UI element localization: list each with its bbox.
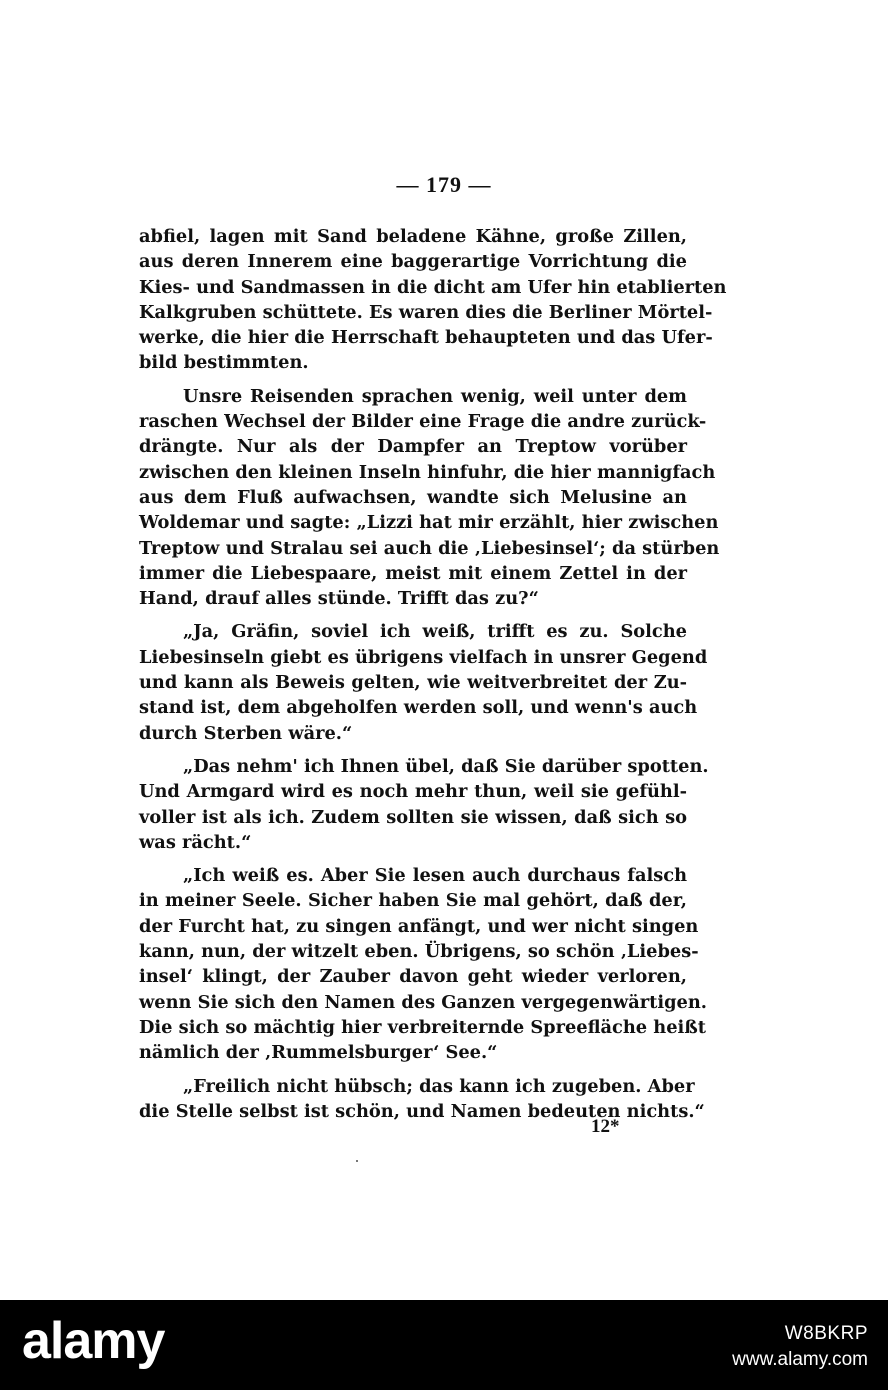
paper-speck bbox=[356, 1160, 358, 1162]
text-line: stand ist, dem abgeholfen werden soll, und wenn's auch bbox=[139, 697, 698, 719]
text-line: der Furcht hat, zu singen anfängt, und wer nicht singen bbox=[139, 915, 699, 937]
text-line: Und Armgard wird es noch mehr thun, weil sie gefühl- bbox=[139, 781, 687, 803]
text-line: Hand, drauf alles stünde. Trifft das zu?“ bbox=[139, 588, 539, 610]
text-line: nämlich der ‚Rummelsburger‘ See.“ bbox=[139, 1042, 498, 1064]
site-url: www.alamy.com bbox=[732, 1349, 868, 1370]
text-line: voller ist als ich. Zudem sollten sie wissen, daß sich so bbox=[139, 806, 687, 828]
printer-signature-mark: 12* bbox=[591, 1116, 620, 1137]
text-line: insel‘ klingt, der Zauber davon geht wieder verloren, bbox=[139, 966, 687, 988]
paragraph bbox=[139, 224, 727, 376]
text-line: aus deren Innerem eine baggerartige Vorrichtung die bbox=[139, 251, 687, 273]
text-line: „Ja, Gräfin, soviel ich weiß, trifft es zu. Solche bbox=[183, 621, 687, 643]
text-line: in meiner Seele. Sicher haben Sie mal gehört, daß der, bbox=[139, 890, 687, 912]
text-line: was rächt.“ bbox=[139, 831, 252, 853]
text-line: Liebesinseln giebt es übrigens vielfach in unsrer Gegend bbox=[139, 646, 708, 668]
paragraph bbox=[139, 619, 708, 745]
text-line: wenn Sie sich den Namen des Ganzen vergegenwärtigen. bbox=[139, 991, 707, 1013]
text-line: Woldemar und sagte: „Lizzi hat mir erzählt, hier zwischen bbox=[139, 512, 719, 534]
text-line: raschen Wechsel der Bilder eine Frage die andre zurück- bbox=[139, 411, 707, 433]
text-line: immer die Liebespaare, meist mit einem Zettel in der bbox=[139, 562, 687, 584]
alamy-logo: alamy bbox=[22, 1312, 165, 1370]
paragraph bbox=[139, 754, 709, 855]
text-line: „Freilich nicht hübsch; das kann ich zugeben. Aber bbox=[183, 1075, 695, 1097]
text-line: werke, die hier die Herrschaft behaupteten und das Ufer- bbox=[139, 327, 713, 349]
text-line: Die sich so mächtig hier verbreiternde Spreefläche heißt bbox=[139, 1016, 707, 1038]
text-line: die Stelle selbst ist schön, und Namen bedeuten nichts.“ bbox=[139, 1100, 705, 1122]
text-line: und kann als Beweis gelten, wie weitverbreitet der Zu- bbox=[139, 672, 687, 694]
text-line: zwischen den kleinen Inseln hinfuhr, die hier mannigfach bbox=[139, 461, 716, 483]
image-id: W8BKRP bbox=[784, 1323, 868, 1344]
text-line: „Das nehm' ich Ihnen übel, daß Sie darüber spotten. bbox=[183, 755, 709, 777]
text-line: Unsre Reisenden sprachen wenig, weil unter dem bbox=[183, 385, 687, 407]
text-line: Treptow und Stralau sei auch die ‚Liebesinsel‘; da stürben bbox=[139, 537, 720, 559]
text-line: Kalkgruben schüttete. Es waren dies die Berliner Mörtel- bbox=[139, 301, 713, 323]
text-line: „Ich weiß es. Aber Sie lesen auch durchaus falsch bbox=[183, 865, 687, 887]
text-line: drängte. Nur als der Dampfer an Treptow vorüber bbox=[139, 436, 687, 458]
text-line: aus dem Fluß aufwachsen, wandte sich Melusine an bbox=[139, 486, 687, 508]
paragraph bbox=[139, 384, 720, 612]
text-line: kann, nun, der witzelt eben. Übrigens, so schön ‚Liebes- bbox=[139, 941, 699, 963]
body-text bbox=[139, 224, 727, 1132]
text-line: Kies- und Sandmassen in die dicht am Ufer hin etablierten bbox=[139, 276, 727, 298]
paragraph bbox=[139, 863, 707, 1065]
text-line: abfiel, lagen mit Sand beladene Kähne, große Zillen, bbox=[139, 226, 687, 247]
text-line: bild bestimmten. bbox=[139, 352, 309, 374]
text-line: durch Sterben wäre.“ bbox=[139, 722, 353, 744]
page-number: — 179 — bbox=[396, 172, 492, 197]
